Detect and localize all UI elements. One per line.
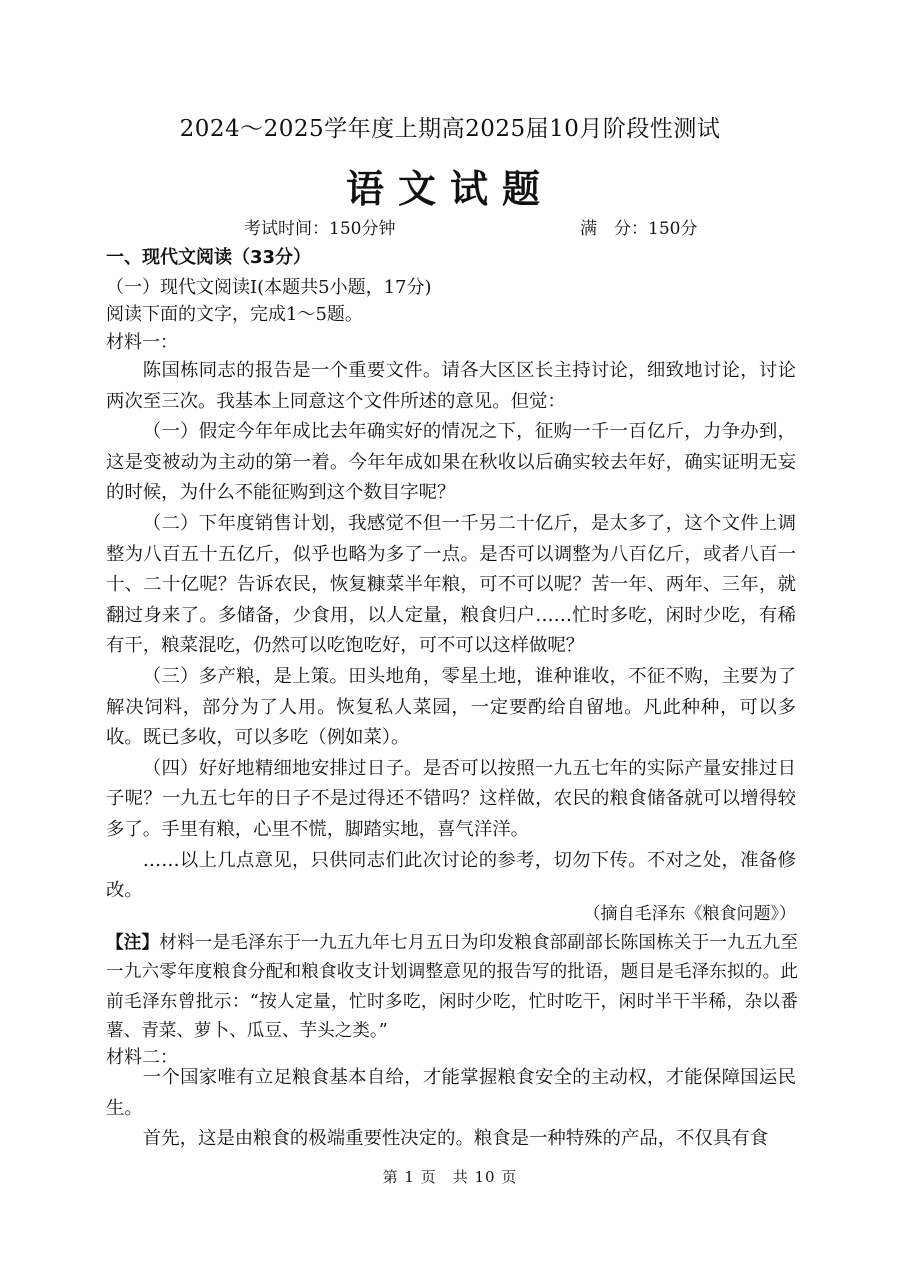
material-one-paragraph: ……以上几点意见，只供同志们此次讨论的参考，切勿下传。不对之处，准备修改。	[106, 849, 796, 902]
material-one-paragraph: （一）假定今年年成比去年确实好的情况之下，征购一千一百亿斤，力争办到，这是变被动为主动的第一着。今年年成如果在秋收以后确实较去年好，确实证明无妄的时候，为什么不能征购到这个数目字呢？	[106, 421, 796, 504]
material-two-paragraph: 一个国家唯有立足粮食基本自给，才能掌握粮食安全的主动权，才能保障国运民生。	[106, 1067, 796, 1119]
material-one-label: 材料一：	[106, 332, 178, 353]
material-one-paragraph: （四）好好地精细地安排过日子。是否可以按照一九五七年的实际产量安排过日子呢？一九五七年的日子不是过得还不错吗？这样做，农民的粮食储备就可以增得较多了。手里有粮，心里不慌，脚踏实地，喜气洋洋。	[106, 757, 796, 840]
page-number: 第 1 页 共 10 页	[382, 1168, 518, 1186]
subject-title: 语文试题	[345, 167, 554, 211]
exam-title: 2024～2025学年度上期高2025届10月阶段性测试	[179, 116, 721, 142]
material-one-source: （摘自毛泽东《粮食问题》）	[583, 904, 796, 924]
material-two-paragraph: 首先，这是由粮食的极端重要性决定的。粮食是一种特殊的产品，不仅具有食	[142, 1128, 769, 1150]
section-heading: 一、现代文阅读（33分）	[106, 247, 312, 268]
material-two-label: 材料二：	[106, 1047, 178, 1068]
material-one-paragraph: （二）下年度销售计划，我感觉不但一千另二十亿斤，是太多了，这个文件上调整为八百五十五亿斤，似乎也略为多了一点。是否可以调整为八百亿斤，或者八百一十、二十亿呢？告诉农民，恢复糠菜半年粮，可不可以呢？苦一年、两年、三年，就翻过身来了。多储备，少食用，以人定量，粮食归户……忙时多吃，闲时少吃，有稀有干，粮菜混吃，仍然可以吃饱吃好，可不可以这样做呢？	[106, 512, 796, 657]
material-two-body	[106, 1063, 796, 1155]
reading-instruction: 阅读下面的文字，完成1～5题。	[106, 304, 363, 325]
exam-time: 考试时间：150分钟	[244, 219, 396, 239]
note-text: 材料一是毛泽东于一九五九年七月五日为印发粮食部副部长陈国栋关于一九五九至一九六零年度粮食分配和粮食收支计划调整意见的报告写的批语，题目是毛泽东拟的。此前毛泽东曾批示：“按人定量，忙时多吃，闲时少吃，忙时吃干，闲时半干半稀，杂以番薯、青菜、萝卜、瓜豆、芋头之类。”	[106, 933, 798, 1042]
note-tag: 【注】	[106, 932, 160, 953]
material-one-paragraph: 陈国栋同志的报告是一个重要文件。请各大区区长主持讨论，细致地讨论，讨论两次至三次。我基本上同意这个文件所述的意见。但觉：	[106, 360, 796, 412]
full-score: 满 分：150分	[580, 219, 698, 239]
section-subheading: （一）现代文阅读Ⅰ(本题共5小题，17分)	[106, 277, 432, 298]
material-one-paragraph: （三）多产粮，是上策。田头地角，零星土地，谁种谁收，不征不购，主要为了解决饲料，部分为了人用。恢复私人菜园，一定要酌给自留地。凡此种种，可以多收。既已多收，可以多吃（例如菜）。	[106, 665, 796, 749]
annotation-note	[106, 928, 798, 1047]
material-one-body	[106, 356, 796, 907]
